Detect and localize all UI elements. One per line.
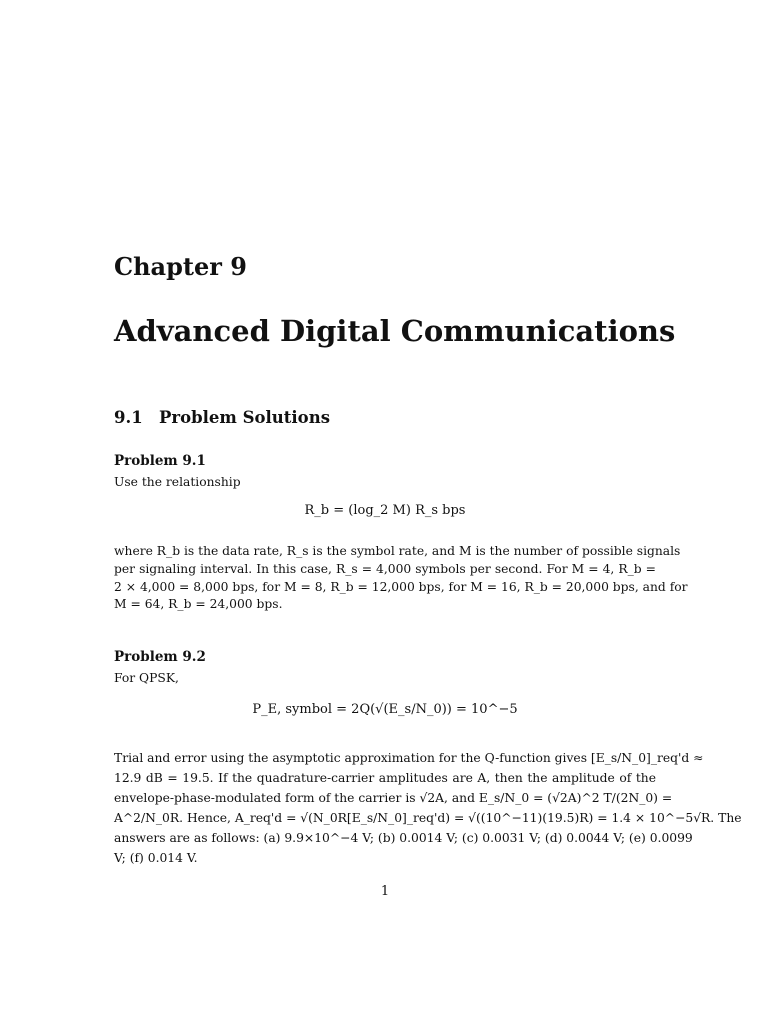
problem-9-2-intro: For QPSK,	[114, 671, 179, 685]
problem-9-1-body	[114, 543, 688, 614]
paragraph-line: 2 × 4,000 = 8,000 bps, for M = 8, R_b = 12,000 bps, for M = 16, R_b = 20,000 bps, and for	[114, 579, 688, 594]
problem-9-1-equation: R_b = (log_2 M) R_s bps	[304, 503, 466, 518]
page-number: 1	[380, 884, 390, 899]
paragraph-line: Trial and error using the asymptotic approximation for the Q-function gives [E_s/N_0]_req'd ≈	[114, 751, 704, 765]
paragraph-line: A^2/N_0R. Hence, A_req'd = √(N_0R[E_s/N_0]_req'd) = √((10^−11)(19.5)R) = 1.4 × 10^−5√R. The	[114, 811, 742, 825]
document-page	[114, 0, 742, 1024]
paragraph-line: V; (f) 0.014 V.	[114, 851, 198, 865]
section-title: Problem Solutions	[159, 408, 330, 427]
problem-9-2-body	[114, 748, 742, 868]
problem-9-1-intro: Use the relationship	[114, 475, 241, 489]
section-number: 9.1	[114, 408, 143, 427]
problem-9-2-equation: P_E, symbol = 2Q(√(E_s/N_0)) = 10^−5	[252, 702, 518, 717]
chapter-title: Advanced Digital Communications	[114, 314, 676, 348]
paragraph-line: M = 64, R_b = 24,000 bps.	[114, 597, 283, 612]
paragraph-line: per signaling interval. In this case, R_s = 4,000 symbols per second. For M = 4, R_b =	[114, 561, 656, 576]
section-heading	[114, 408, 330, 427]
paragraph-line: envelope-phase-modulated form of the carrier is √2A, and E_s/N_0 = (√2A)^2 T/(2N_0) =	[114, 791, 673, 805]
chapter-label: Chapter 9	[114, 252, 247, 281]
paragraph-line: answers are as follows: (a) 9.9×10^−4 V; (b) 0.0014 V; (c) 0.0031 V; (d) 0.0044 V; (e) 0.0099	[114, 831, 693, 845]
problem-9-1-heading: Problem 9.1	[114, 453, 206, 469]
problem-9-2-heading: Problem 9.2	[114, 649, 206, 665]
paragraph-line: where R_b is the data rate, R_s is the symbol rate, and M is the number of possible signals	[114, 544, 681, 558]
paragraph-line: 12.9 dB = 19.5. If the quadrature-carrier amplitudes are A, then the amplitude of the	[114, 771, 656, 785]
